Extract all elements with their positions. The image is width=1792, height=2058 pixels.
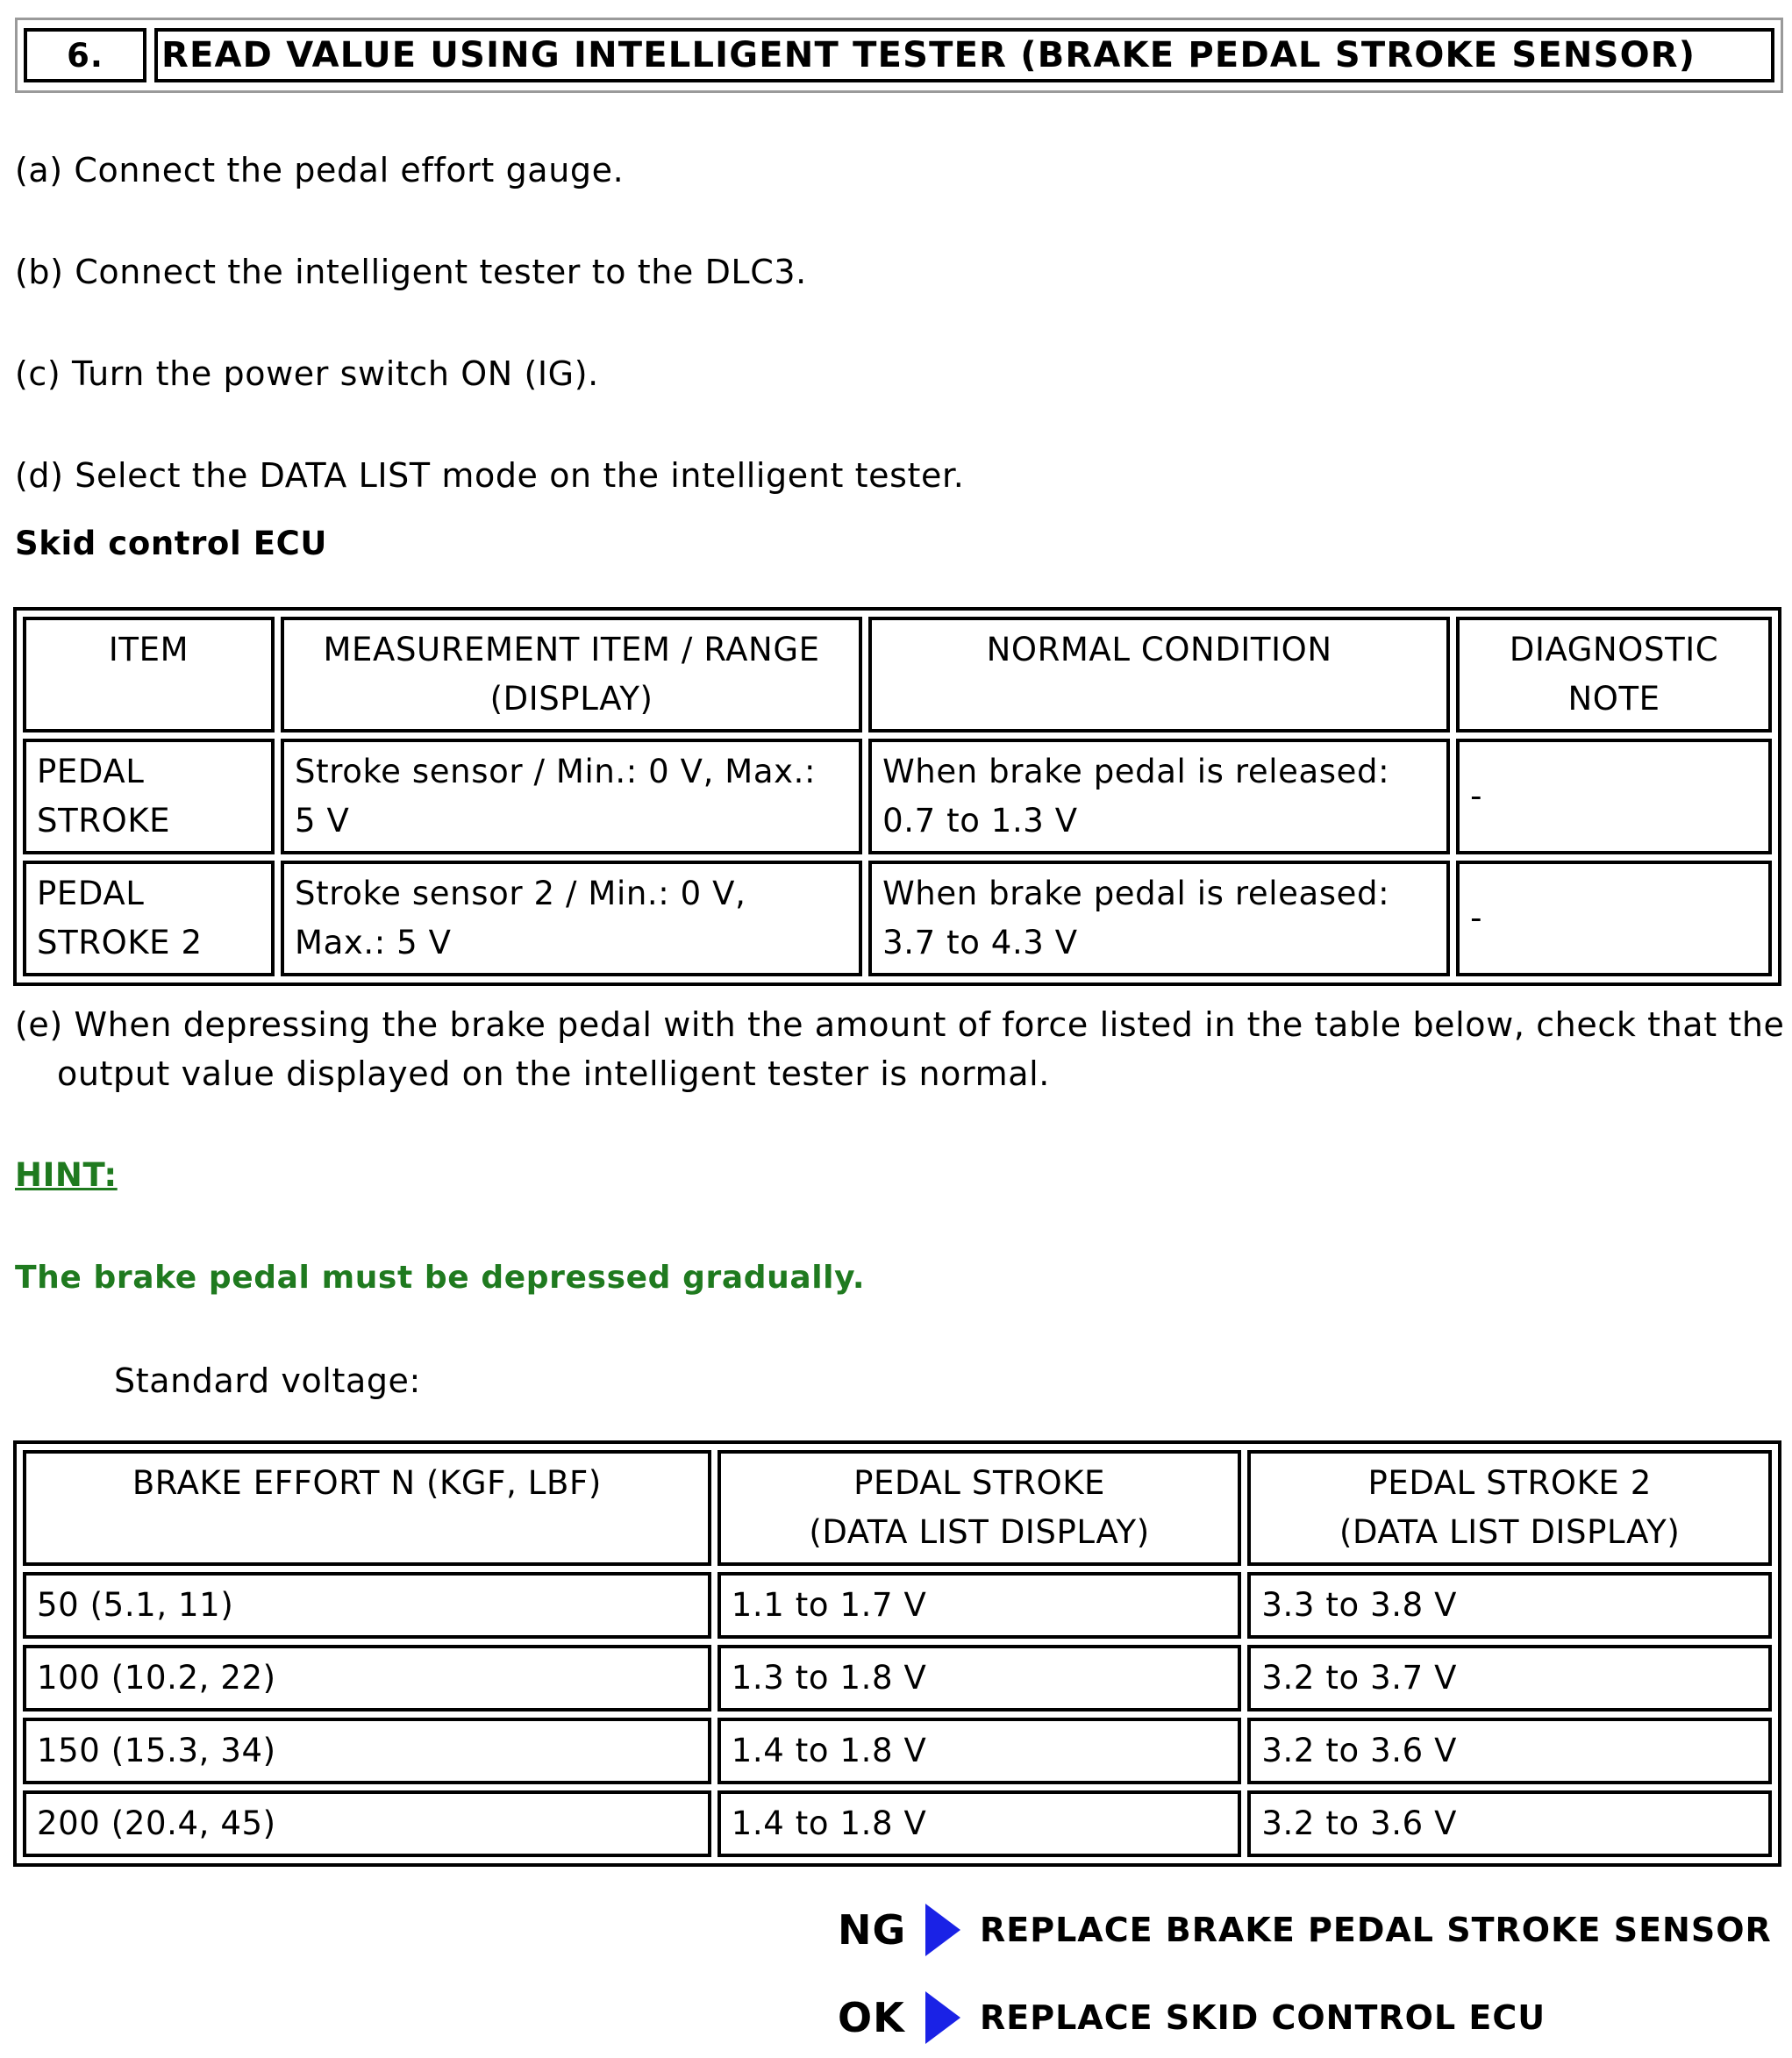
ng-code: NG	[838, 1906, 907, 1954]
arrow-right-icon	[925, 1991, 960, 2044]
cell-pedal-stroke-2: 3.2 to 3.7 V	[1247, 1645, 1772, 1711]
cell-pedal-stroke: 1.3 to 1.8 V	[718, 1645, 1242, 1711]
result-ng	[838, 1904, 1772, 1956]
table-row	[23, 1645, 1772, 1711]
hint-label: HINT:	[15, 1156, 118, 1194]
cell-pedal-stroke-2: 3.3 to 3.8 V	[1247, 1572, 1772, 1639]
data-list-table	[13, 607, 1781, 986]
cell-normal-condition: When brake pedal is released: 3.7 to 4.3 V	[868, 861, 1450, 976]
arrow-right-icon	[925, 1904, 960, 1956]
cell-brake-effort: 150 (15.3, 34)	[23, 1718, 711, 1784]
header-item: ITEM	[23, 617, 275, 732]
cell-measurement: Stroke sensor / Min.: 0 V, Max.: 5 V	[281, 739, 862, 854]
table-row	[23, 739, 1772, 854]
header-normal-condition: NORMAL CONDITION	[868, 617, 1450, 732]
cell-brake-effort: 50 (5.1, 11)	[23, 1572, 711, 1639]
instruction-b: (b) Connect the intelligent tester to the DLC3.	[15, 253, 807, 291]
instruction-c: (c) Turn the power switch ON (IG).	[15, 354, 599, 393]
ecu-label: Skid control ECU	[15, 525, 327, 562]
cell-pedal-stroke-2: 3.2 to 3.6 V	[1247, 1790, 1772, 1857]
cell-measurement: Stroke sensor 2 / Min.: 0 V, Max.: 5 V	[281, 861, 862, 976]
instruction-d: (d) Select the DATA LIST mode on the intelligent tester.	[15, 456, 965, 495]
cell-item: PEDAL STROKE	[23, 739, 275, 854]
cell-item: PEDAL STROKE 2	[23, 861, 275, 976]
instruction-e: (e) When depressing the brake pedal with the amount of force listed in the table below, check that the output value displayed on the intelligent tester is normal.	[15, 1005, 1785, 1093]
table-header-row	[23, 1450, 1772, 1566]
table-row	[23, 1572, 1772, 1639]
ok-code: OK	[838, 1994, 905, 2041]
cell-pedal-stroke: 1.4 to 1.8 V	[718, 1718, 1242, 1784]
header-brake-effort: BRAKE EFFORT N (KGF, LBF)	[23, 1450, 711, 1566]
cell-diagnostic-note: -	[1456, 739, 1772, 854]
header-diagnostic-note: DIAGNOSTIC NOTE	[1456, 617, 1772, 732]
cell-brake-effort: 200 (20.4, 45)	[23, 1790, 711, 1857]
header-pedal-stroke-2: PEDAL STROKE 2 (DATA LIST DISPLAY)	[1247, 1450, 1772, 1566]
table-row	[23, 861, 1772, 976]
header-pedal-stroke: PEDAL STROKE (DATA LIST DISPLAY)	[718, 1450, 1242, 1566]
standard-voltage-label: Standard voltage:	[114, 1361, 421, 1400]
hint-text: The brake pedal must be depressed gradually.	[15, 1260, 866, 1296]
cell-normal-condition: When brake pedal is released: 0.7 to 1.3 V	[868, 739, 1450, 854]
instruction-a: (a) Connect the pedal effort gauge.	[15, 151, 625, 189]
result-ok	[838, 1991, 1546, 2044]
step-title: READ VALUE USING INTELLIGENT TESTER (BRAKE PEDAL STROKE SENSOR)	[154, 28, 1774, 82]
step-number: 6.	[24, 28, 146, 82]
cell-pedal-stroke-2: 3.2 to 3.6 V	[1247, 1718, 1772, 1784]
header-measurement: MEASUREMENT ITEM / RANGE (DISPLAY)	[281, 617, 862, 732]
ng-action: REPLACE BRAKE PEDAL STROKE SENSOR	[980, 1911, 1772, 1949]
ok-action: REPLACE SKID CONTROL ECU	[980, 1998, 1546, 2037]
table-row	[23, 1718, 1772, 1784]
cell-pedal-stroke: 1.4 to 1.8 V	[718, 1790, 1242, 1857]
cell-diagnostic-note: -	[1456, 861, 1772, 976]
cell-brake-effort: 100 (10.2, 22)	[23, 1645, 711, 1711]
step-header	[15, 18, 1783, 93]
table-row	[23, 1790, 1772, 1857]
table-header-row	[23, 617, 1772, 732]
standard-voltage-table	[13, 1440, 1781, 1867]
cell-pedal-stroke: 1.1 to 1.7 V	[718, 1572, 1242, 1639]
